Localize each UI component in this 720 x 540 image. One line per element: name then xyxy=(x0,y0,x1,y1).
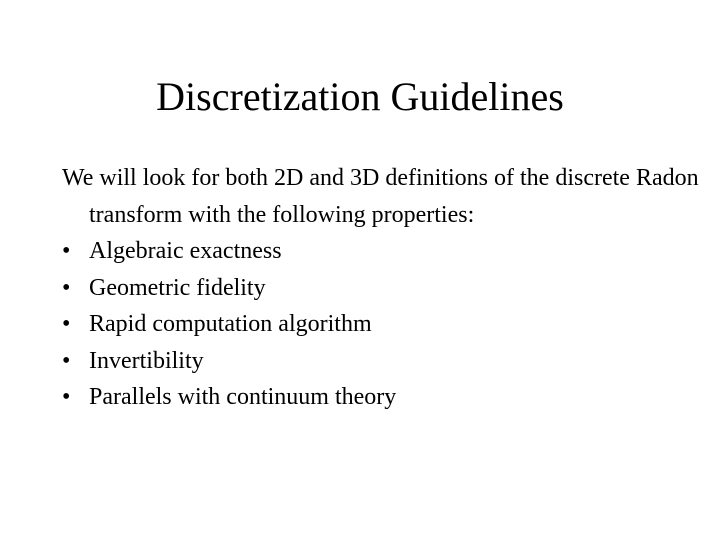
bullet-icon: • xyxy=(62,238,71,264)
list-item-text: Algebraic exactness xyxy=(89,238,282,264)
list-item-text: Rapid computation algorithm xyxy=(89,311,372,337)
bullet-icon: • xyxy=(62,274,71,301)
list-item xyxy=(62,379,702,416)
property-list xyxy=(62,233,702,416)
slide-body xyxy=(62,160,702,416)
bullet-icon: • xyxy=(62,347,71,374)
slide-title: Discretization Guidelines xyxy=(156,74,564,119)
bullet-icon: • xyxy=(62,384,71,410)
list-item-text: Invertibility xyxy=(89,347,204,374)
list-item-text: Parallels with continuum theory xyxy=(89,384,397,410)
list-item xyxy=(62,233,702,270)
list-item-text: Geometric fidelity xyxy=(89,274,266,301)
list-item xyxy=(62,306,702,343)
bullet-icon: • xyxy=(62,311,71,337)
intro-paragraph: We will look for both 2D and 3D definitions of the discrete Radon transform with the following properties: xyxy=(62,165,699,228)
list-item xyxy=(62,270,702,307)
list-item xyxy=(62,343,702,380)
